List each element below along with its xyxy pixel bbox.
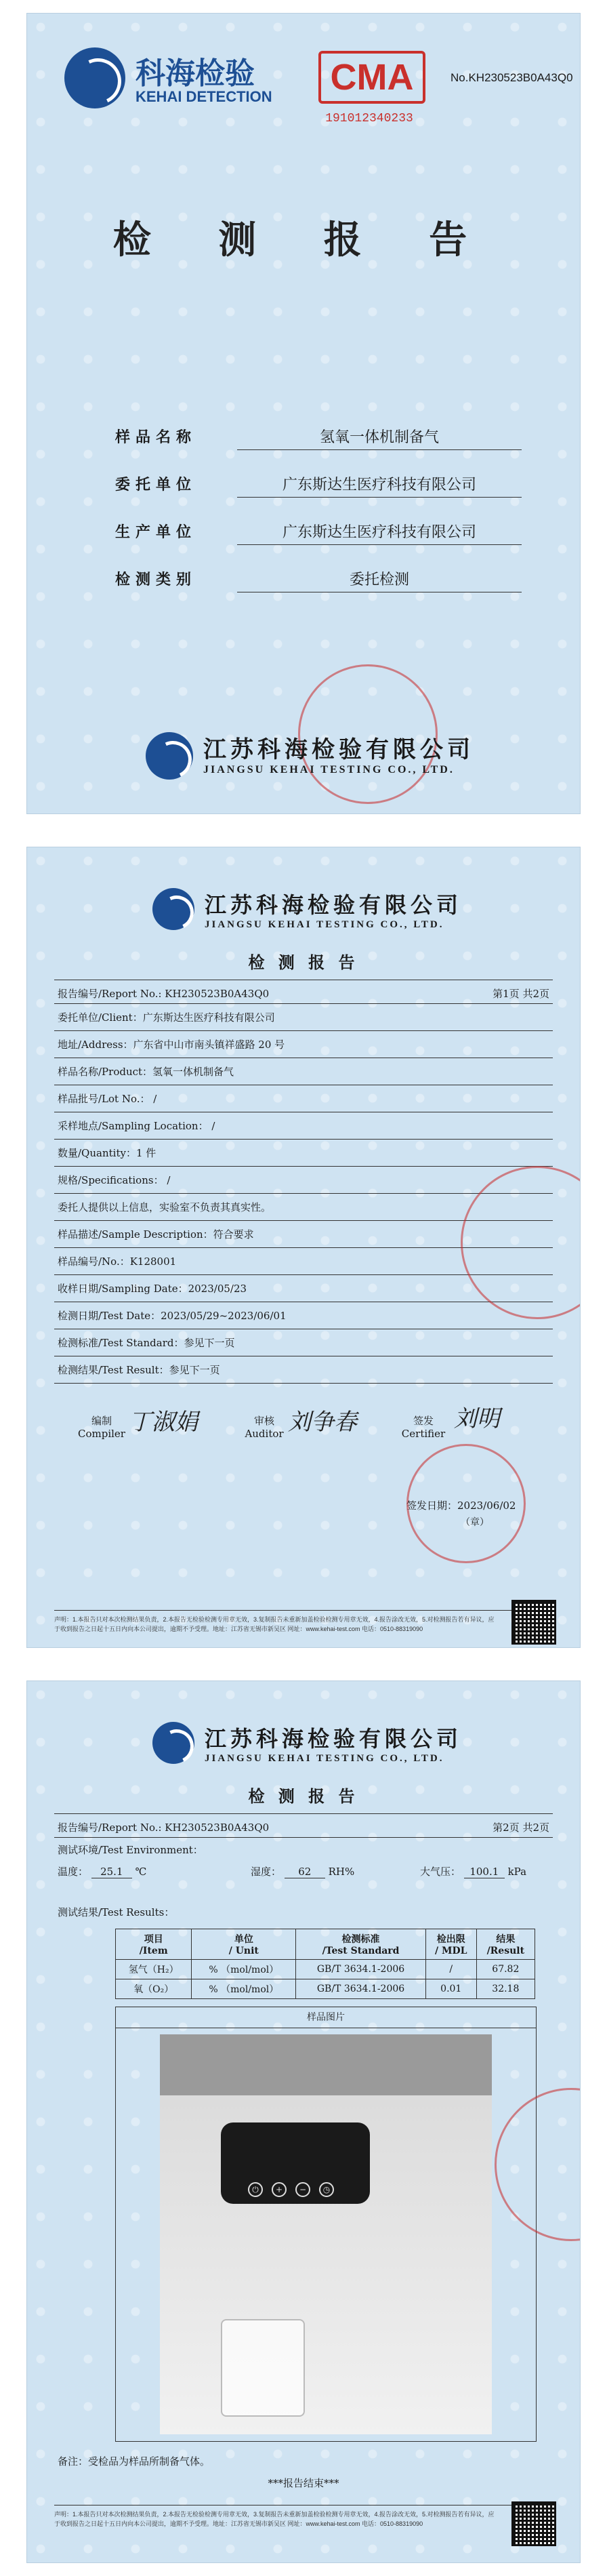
info-row-manufacturer: [115, 515, 549, 542]
table-cell: 32.18: [476, 1979, 535, 1999]
plus-icon: +: [272, 2182, 287, 2197]
humidity: [251, 1864, 354, 1878]
temperature-value: 25.1: [91, 1866, 132, 1878]
certifier-signature: 刘明: [454, 1405, 500, 1432]
results-label: 测试结果/Test Results：: [58, 1906, 175, 1918]
table-cell: GB/T 3634.1-2006: [296, 1979, 426, 1999]
report-number: No.KH230523B0A43Q0: [451, 71, 573, 84]
report-number: 报告编号/Report No.: KH230523B0A43Q0: [58, 988, 270, 1000]
divider: [54, 1383, 553, 1384]
cma-number: 191012340233: [325, 112, 413, 125]
qr-code-icon: [511, 2501, 556, 2546]
humidity-label: 湿度：: [251, 1866, 282, 1878]
footer-divider: [54, 1610, 553, 1611]
company-name-cn: 江苏科海检验有限公司: [205, 1726, 463, 1752]
info-label: 委托单位: [115, 476, 197, 494]
divider: [54, 1003, 553, 1004]
sample-photo-section: [115, 2007, 537, 2442]
red-seal-icon: [461, 1166, 580, 1319]
divider: [54, 1030, 553, 1031]
divider: [54, 1139, 553, 1140]
issue-date: 签发日期：2023/06/02: [406, 1500, 516, 1512]
table-cell: 67.82: [476, 1960, 535, 1979]
header-standard: 检测标准 /Test Standard: [296, 1929, 426, 1960]
results-table: [115, 1929, 535, 1999]
test-date-line: 检测日期/Test Date：2023/05/29~2023/06/01: [58, 1310, 287, 1322]
table-row: [116, 1960, 535, 1979]
header-result: 结果 /Result: [476, 1929, 535, 1960]
certifier-label-cn: 签发: [413, 1415, 434, 1427]
pressure-value: 100.1: [464, 1866, 505, 1878]
report-page-2: [27, 1681, 580, 2562]
report-title: 检 测 报 告: [112, 218, 495, 262]
temperature: [58, 1864, 146, 1878]
address-line: 地址/Address：广东省中山市南头镇祥盛路 20 号: [58, 1039, 285, 1051]
sample-number-line: 样品编号/No.：K128001: [58, 1255, 177, 1268]
company-name-en: JIANGSU KEHAI TESTING CO., LTD.: [203, 764, 455, 776]
compiler-label: [68, 1413, 135, 1440]
sample-description-line: 样品描述/Sample Description：符合要求: [58, 1228, 254, 1241]
divider: [54, 1813, 553, 1814]
footer-statement: 声明：1.本报告只对本次检测结果负责，2.本报告无检验检测专用章无效，3.复制报告未重新加盖检验检测专用章无效，4.报告涂改无效，5.对检测报告若有异议，应于收到报告之日起十五日内向本公司提出，逾期不予受理。地址：江苏省无锡市新吴区 网址：www.kehai-test.com 电话：0510-88319090: [54, 2511, 495, 2527]
compiler-label-cn: 编制: [91, 1415, 112, 1427]
company-name-cn: 江苏科海检验有限公司: [203, 736, 474, 763]
certifier-label: [390, 1413, 457, 1440]
product-line: 样品名称/Product：氢氧一体机制备气: [58, 1066, 234, 1078]
environment-label: 测试环境/Test Environment：: [58, 1844, 203, 1856]
compiler-signature: 丁淑娟: [129, 1409, 198, 1436]
auditor-label-en: Auditor: [245, 1428, 284, 1440]
info-value: 委托检测: [237, 568, 522, 592]
disclaimer-line: 委托人提供以上信息，实验室不负责其真实性。: [58, 1201, 272, 1213]
pressure: [420, 1864, 526, 1878]
info-label: 检测类别: [115, 571, 197, 588]
timer-icon: ◷: [319, 2182, 334, 2197]
pressure-label: 大气压：: [420, 1866, 461, 1878]
header-unit: 单位 / Unit: [192, 1929, 296, 1960]
company-name-en: JIANGSU KEHAI TESTING CO., LTD.: [205, 1753, 444, 1764]
table-cell: 氢气（H₂）: [116, 1960, 192, 1979]
brand-name-en: KEHAI DETECTION: [135, 88, 272, 105]
certifier-label-en: Certifier: [401, 1428, 446, 1440]
report-end: ***报告结束***: [268, 2477, 339, 2489]
qr-code-icon: [511, 1600, 556, 1645]
table-cell: 氧（O₂）: [116, 1979, 192, 1999]
table-cell: 0.01: [425, 1979, 476, 1999]
remark: 备注：受检品为样品所制备气体。: [58, 2455, 211, 2468]
company-name-en: JIANGSU KEHAI TESTING CO., LTD.: [205, 919, 444, 930]
header-mdl: 检出限 / MDL: [425, 1929, 476, 1960]
temperature-label: 温度：: [58, 1866, 89, 1878]
company-name: [205, 1722, 462, 1765]
company-name-cn: 江苏科海检验有限公司: [205, 892, 463, 918]
power-icon: ⏻: [248, 2182, 263, 2197]
brand-name-cn: 科海检验: [135, 57, 255, 90]
water-cup: [221, 2319, 305, 2417]
header-item: 项目 /Item: [116, 1929, 192, 1960]
sample-photo: [160, 2034, 492, 2434]
auditor-signature: 刘争春: [288, 1409, 357, 1436]
sampling-location-line: 采样地点/Sampling Location： /: [58, 1120, 215, 1132]
lot-line: 样品批号/Lot No.： /: [58, 1093, 157, 1105]
auditor-label-cn: 审核: [253, 1415, 274, 1427]
info-label: 样品名称: [115, 428, 197, 446]
table-cell: GB/T 3634.1-2006: [296, 1960, 426, 1979]
table-cell: % （mol/mol）: [192, 1979, 296, 1999]
info-value: 广东斯达生医疗科技有限公司: [237, 521, 522, 545]
seal-note: （章）: [461, 1517, 489, 1528]
info-value: 氢氧一体机制备气: [237, 426, 522, 450]
company-logo-icon: [152, 1722, 194, 1764]
client-line: 委托单位/Client：广东斯达生医疗科技有限公司: [58, 1011, 275, 1024]
divider: [54, 1837, 553, 1838]
footer-statement: 声明：1.本报告只对本次检测结果负责，2.本报告无检验检测专用章无效，3.复制报告未重新加盖检验检测专用章无效，4.报告涂改无效，5.对检测报告若有异议，应于收到报告之日起十五日内向本公司提出，逾期不予受理。地址：江苏省无锡市新吴区 网址：www.kehai-test.com 电话：0510-88319090: [54, 1616, 495, 1632]
report-number: 报告编号/Report No.: KH230523B0A43Q0: [58, 1822, 270, 1834]
kehai-logo-icon: [64, 47, 125, 108]
compiler-label-en: Compiler: [78, 1428, 125, 1440]
minus-icon: −: [295, 2182, 310, 2197]
company-logo-icon: [146, 732, 193, 780]
humidity-value: 62: [285, 1866, 325, 1878]
machine-frame: [160, 2034, 492, 2095]
photo-title: 样品图片: [116, 2007, 536, 2028]
table-cell: /: [425, 1960, 476, 1979]
company-name: [203, 731, 474, 776]
temperature-unit: ℃: [135, 1866, 147, 1878]
info-row-client: [115, 468, 549, 495]
page-number: 第2页 共2页: [493, 1822, 549, 1834]
cover-page: [27, 14, 580, 813]
info-row-sample-name: [115, 420, 549, 447]
test-result-line: 检测结果/Test Result：参见下一页: [58, 1364, 220, 1376]
page-number: 第1页 共2页: [493, 988, 549, 1000]
info-row-test-category: [115, 563, 549, 590]
report-page-1: [27, 847, 580, 1647]
info-label: 生产单位: [115, 523, 197, 541]
specification-line: 规格/Specifications： /: [58, 1174, 171, 1186]
table-header-row: [116, 1929, 535, 1960]
test-standard-line: 检测标准/Test Standard：参见下一页: [58, 1337, 235, 1349]
report-sub-title: 检 测 报 告: [248, 1786, 359, 1806]
pressure-unit: kPa: [507, 1866, 527, 1878]
company-logo-icon: [152, 888, 194, 930]
report-sub-title: 检 测 报 告: [248, 952, 359, 972]
divider: [54, 1166, 553, 1167]
sampling-date-line: 收样日期/Sampling Date：2023/05/23: [58, 1283, 247, 1295]
company-name: [205, 888, 462, 931]
device-panel: [221, 2122, 370, 2204]
table-cell: % （mol/mol）: [192, 1960, 296, 1979]
cma-mark: CMA: [318, 51, 425, 104]
humidity-unit: RH%: [328, 1866, 355, 1878]
quantity-line: 数量/Quantity：1 件: [58, 1147, 156, 1159]
table-row: [116, 1979, 535, 1999]
info-value: 广东斯达生医疗科技有限公司: [237, 473, 522, 498]
